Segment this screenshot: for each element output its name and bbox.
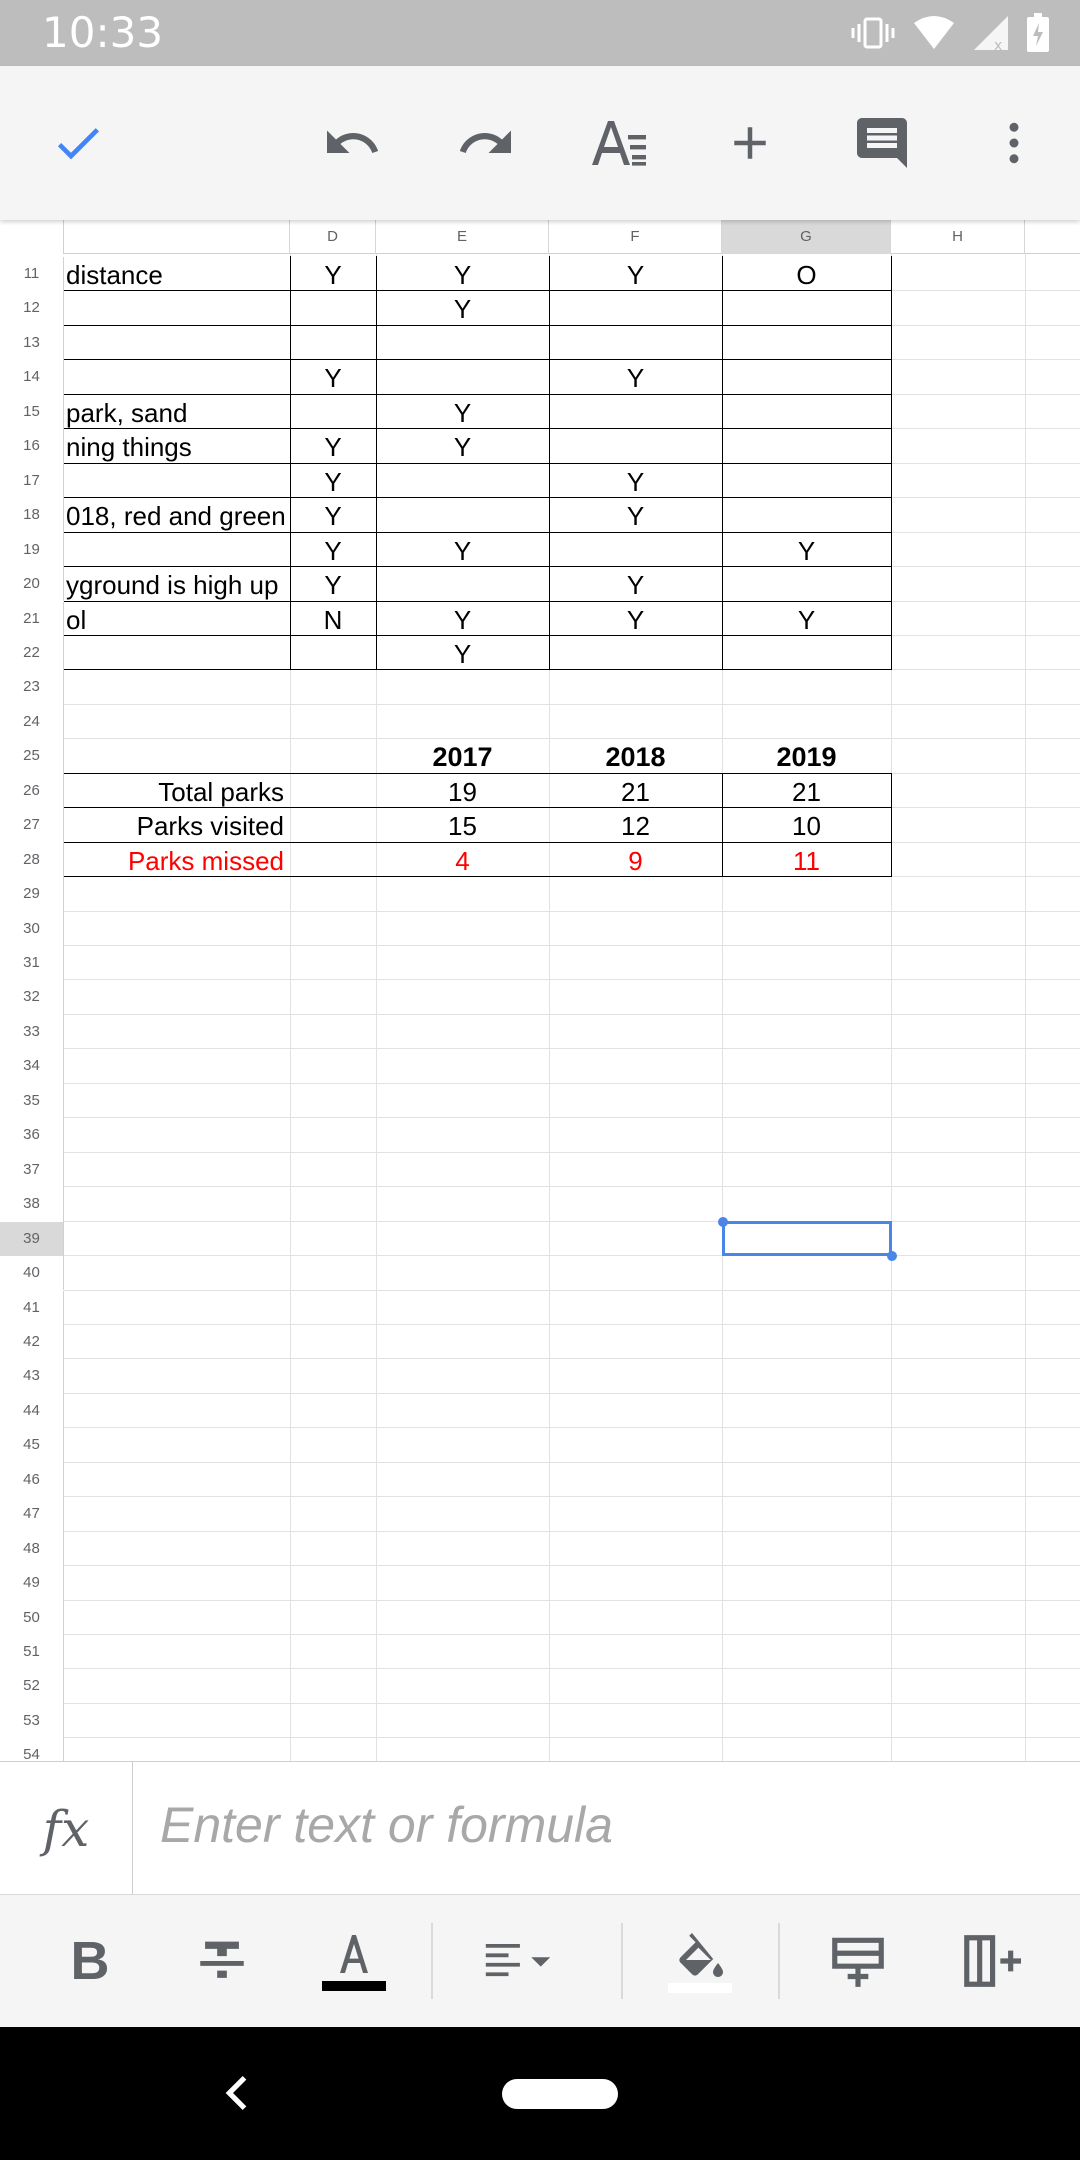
grid-line <box>64 1221 1080 1222</box>
grid-line <box>64 1427 1080 1428</box>
cell-d17[interactable]: Y <box>324 466 342 497</box>
table-border <box>722 256 723 670</box>
cell-f20[interactable]: Y <box>626 570 645 601</box>
cell-d11[interactable]: Y <box>324 260 342 290</box>
cell-e11[interactable]: Y <box>453 260 472 290</box>
grid-line <box>64 1393 1080 1394</box>
undo-icon <box>322 113 382 173</box>
table-border <box>891 773 892 877</box>
row-header-16[interactable]: 16 <box>0 429 64 463</box>
row-header-54[interactable]: 54 <box>0 1738 64 1761</box>
row-label-cell[interactable]: 018, red and green <box>66 501 286 532</box>
row-label-cell[interactable]: Parks missed <box>127 845 284 876</box>
cell-g21[interactable]: Y <box>797 604 816 635</box>
cell-e28[interactable]: 4 <box>455 845 470 876</box>
cell-d14[interactable]: Y <box>324 363 342 394</box>
table-border <box>64 463 892 464</box>
cell-f28[interactable]: 9 <box>628 845 643 876</box>
cell-g28[interactable]: 11 <box>793 845 820 876</box>
grid-line <box>64 1565 1080 1566</box>
cell-e27[interactable]: 15 <box>448 811 477 842</box>
row-header-12[interactable]: 12 <box>0 291 64 325</box>
column-header-f[interactable]: F <box>549 220 722 254</box>
cell-e21[interactable]: Y <box>453 604 472 635</box>
cell-f27[interactable]: 12 <box>621 811 650 842</box>
table-border <box>64 566 892 567</box>
column-header-d[interactable]: D <box>290 220 376 254</box>
table-border <box>64 601 892 602</box>
status-time: 10:33 <box>42 8 164 57</box>
row-header-34[interactable]: 34 <box>0 1049 64 1083</box>
more-options-button[interactable] <box>982 111 1046 175</box>
row-header-25[interactable]: 25 <box>0 739 64 773</box>
grid-line <box>64 1737 1080 1738</box>
selected-cell-g39[interactable] <box>722 1221 892 1256</box>
plus-icon <box>723 116 777 170</box>
insert-row-icon <box>827 1930 889 1992</box>
grid-line <box>64 1083 1080 1084</box>
cell-f17[interactable]: Y <box>626 466 645 497</box>
column-header-h[interactable]: H <box>891 220 1025 254</box>
column-header-e[interactable]: E <box>376 220 549 254</box>
table-border <box>376 256 377 670</box>
cell-f18[interactable]: Y <box>626 501 645 532</box>
grid-line <box>64 1531 1080 1532</box>
comment-icon <box>852 113 912 173</box>
row-label-cell[interactable]: Parks visited <box>136 811 284 842</box>
grid-line <box>64 1186 1080 1187</box>
row-header-17[interactable]: 17 <box>0 464 64 498</box>
select-all-corner[interactable] <box>0 220 64 254</box>
row-label-cell[interactable]: yground is high up <box>66 570 279 601</box>
row-header-21[interactable]: 21 <box>0 602 64 636</box>
cell-g19[interactable]: Y <box>797 535 816 566</box>
table-border <box>290 256 291 670</box>
cell-e26[interactable]: 19 <box>448 776 477 807</box>
row-label-cell[interactable]: ol <box>66 604 87 635</box>
bold-button[interactable]: B <box>70 1931 110 1991</box>
text-color-button[interactable] <box>318 1925 390 1997</box>
divider <box>778 1923 780 1999</box>
table-border <box>64 773 892 774</box>
grid-line <box>64 1600 1080 1601</box>
cell-g27[interactable]: 10 <box>792 811 821 842</box>
table-border <box>64 428 892 429</box>
row-header-27[interactable]: 27 <box>0 808 64 842</box>
cell-g25[interactable]: 2019 <box>776 742 837 773</box>
row-label-cell[interactable]: park, sand <box>66 397 188 428</box>
navigation-bar <box>0 2027 1080 2160</box>
row-header-52[interactable]: 52 <box>0 1669 64 1703</box>
row-header-37[interactable]: 37 <box>0 1153 64 1187</box>
vibrate-icon <box>850 13 896 53</box>
grid-line <box>1025 254 1026 1761</box>
cell-grid[interactable] <box>0 220 1080 1761</box>
home-pill-button[interactable] <box>502 2079 618 2109</box>
back-button[interactable] <box>212 2067 264 2119</box>
insert-column-button[interactable] <box>954 1925 1026 1997</box>
row-header-14[interactable]: 14 <box>0 360 64 394</box>
grid-line <box>64 1358 1080 1359</box>
row-header-30[interactable]: 30 <box>0 912 64 946</box>
row-header-47[interactable]: 47 <box>0 1497 64 1531</box>
insert-row-button[interactable] <box>822 1925 894 1997</box>
fx-icon: fx <box>0 1762 133 1895</box>
cell-d18[interactable]: Y <box>324 501 342 532</box>
row-header-18[interactable]: 18 <box>0 498 64 532</box>
grid-line <box>64 1014 1080 1015</box>
status-icons <box>850 10 1050 56</box>
cell-f25[interactable]: 2018 <box>605 742 666 773</box>
grid-line <box>64 1668 1080 1669</box>
cell-f26[interactable]: 21 <box>621 776 650 807</box>
row-header-51[interactable]: 51 <box>0 1635 64 1669</box>
table-border <box>64 290 892 291</box>
grid-line <box>64 1634 1080 1635</box>
insert-button[interactable] <box>718 111 782 175</box>
battery-icon <box>1026 13 1050 53</box>
column-headers <box>0 220 1080 254</box>
row-header-53[interactable]: 53 <box>0 1704 64 1738</box>
cell-d20[interactable]: Y <box>324 570 342 601</box>
grid-line <box>64 1117 1080 1118</box>
row-header-45[interactable]: 45 <box>0 1428 64 1462</box>
column-header-partial-c <box>64 220 290 254</box>
cell-d16[interactable]: Y <box>324 432 342 463</box>
grid-line <box>64 1324 1080 1325</box>
svg-text:x: x <box>994 38 1003 52</box>
align-left-dropdown-icon <box>482 1932 554 1990</box>
cell-e12[interactable]: Y <box>453 294 472 325</box>
table-border <box>64 497 892 498</box>
cell-g11[interactable]: O <box>796 260 817 290</box>
row-header-19[interactable]: 19 <box>0 533 64 567</box>
fill-color-button[interactable] <box>664 1925 736 1997</box>
selection-handle-bottom-right[interactable] <box>887 1251 897 1261</box>
cell-d21[interactable]: N <box>323 604 343 635</box>
formula-input[interactable]: Enter text or formula <box>160 1797 613 1853</box>
row-header-38[interactable]: 38 <box>0 1187 64 1221</box>
more-vert-icon <box>987 116 1041 170</box>
row-label-cell[interactable]: ning things <box>66 432 192 463</box>
table-border <box>549 256 550 670</box>
fill-color-icon <box>664 1925 736 1997</box>
row-header-29[interactable]: 29 <box>0 877 64 911</box>
table-border <box>64 807 892 808</box>
back-chevron-icon <box>212 2067 264 2119</box>
table-border <box>891 256 892 670</box>
row-header-42[interactable]: 42 <box>0 1325 64 1359</box>
cell-f21[interactable]: Y <box>626 604 645 635</box>
column-header-g[interactable]: G <box>722 220 891 254</box>
row-header-36[interactable]: 36 <box>0 1118 64 1152</box>
text-color-icon <box>318 1925 390 1997</box>
strikethrough-button[interactable] <box>186 1925 258 1997</box>
row-header-35[interactable]: 35 <box>0 1084 64 1118</box>
table-border <box>722 773 723 877</box>
row-header-23[interactable]: 23 <box>0 670 64 704</box>
undo-button[interactable] <box>320 111 384 175</box>
grid-line <box>64 979 1080 980</box>
row-header-26[interactable]: 26 <box>0 774 64 808</box>
toolbar <box>0 66 1080 220</box>
row-header-46[interactable]: 46 <box>0 1463 64 1497</box>
selection-handle-top-left[interactable] <box>718 1217 728 1227</box>
grid-line <box>64 1152 1080 1153</box>
row-header-20[interactable]: 20 <box>0 567 64 601</box>
wifi-icon <box>912 15 956 51</box>
grid-line <box>64 1290 1080 1291</box>
redo-button[interactable] <box>454 111 518 175</box>
comment-button[interactable] <box>850 111 914 175</box>
text-format-icon <box>588 113 648 173</box>
formula-bar <box>0 1761 1080 1894</box>
row-header-41[interactable]: 41 <box>0 1291 64 1325</box>
row-header-31[interactable]: 31 <box>0 946 64 980</box>
cell-signal-icon <box>972 14 1010 52</box>
grid-line <box>64 1255 1080 1256</box>
cell-e25[interactable]: 2017 <box>432 742 493 773</box>
strikethrough-icon <box>193 1932 251 1990</box>
cell-e19[interactable]: Y <box>453 535 472 566</box>
row-header-44[interactable]: 44 <box>0 1394 64 1428</box>
spreadsheet-grid[interactable] <box>0 220 1080 1761</box>
grid-line <box>64 945 1080 946</box>
grid-line <box>64 911 1080 912</box>
cell-g26[interactable]: 21 <box>792 776 821 807</box>
cell-d19[interactable]: Y <box>324 535 342 566</box>
table-border <box>64 394 892 395</box>
table-border <box>64 669 892 670</box>
row-header-15[interactable]: 15 <box>0 395 64 429</box>
text-format-button[interactable] <box>586 111 650 175</box>
table-border <box>64 635 892 636</box>
row-header-43[interactable]: 43 <box>0 1359 64 1393</box>
row-header-32[interactable]: 32 <box>0 980 64 1014</box>
row-header-22[interactable]: 22 <box>0 636 64 670</box>
row-header-13[interactable]: 13 <box>0 326 64 360</box>
divider <box>431 1923 433 1999</box>
row-header-50[interactable]: 50 <box>0 1601 64 1635</box>
row-header-49[interactable]: 49 <box>0 1566 64 1600</box>
grid-line <box>64 704 1080 705</box>
table-border <box>64 532 892 533</box>
grid-line <box>64 1496 1080 1497</box>
format-bar <box>0 1894 1080 2027</box>
row-label-cell[interactable]: Total parks <box>158 776 284 807</box>
check-icon <box>50 115 106 171</box>
grid-line <box>64 1048 1080 1049</box>
redo-icon <box>456 113 516 173</box>
row-header-39[interactable]: 39 <box>0 1222 64 1256</box>
row-header-28[interactable]: 28 <box>0 843 64 877</box>
table-border <box>64 325 892 326</box>
align-button[interactable] <box>482 1925 554 1997</box>
divider <box>621 1923 623 1999</box>
table-border <box>64 876 892 877</box>
done-checkmark-button[interactable] <box>46 111 110 175</box>
table-border <box>64 359 892 360</box>
row-header-48[interactable]: 48 <box>0 1532 64 1566</box>
grid-line <box>64 1703 1080 1704</box>
row-header-40[interactable]: 40 <box>0 1256 64 1290</box>
cell-e22[interactable]: Y <box>453 638 472 669</box>
cell-e15[interactable]: Y <box>453 397 472 428</box>
row-header-11[interactable]: 11 <box>0 257 64 291</box>
status-bar <box>0 0 1080 66</box>
cell-f11[interactable]: Y <box>626 260 645 290</box>
cell-f14[interactable]: Y <box>626 363 645 394</box>
row-header-24[interactable]: 24 <box>0 705 64 739</box>
row-label-cell[interactable]: distance <box>66 260 163 290</box>
insert-column-icon <box>959 1930 1021 1992</box>
row-header-33[interactable]: 33 <box>0 1015 64 1049</box>
grid-line <box>64 1462 1080 1463</box>
cell-e16[interactable]: Y <box>453 432 472 463</box>
table-border <box>64 842 892 843</box>
